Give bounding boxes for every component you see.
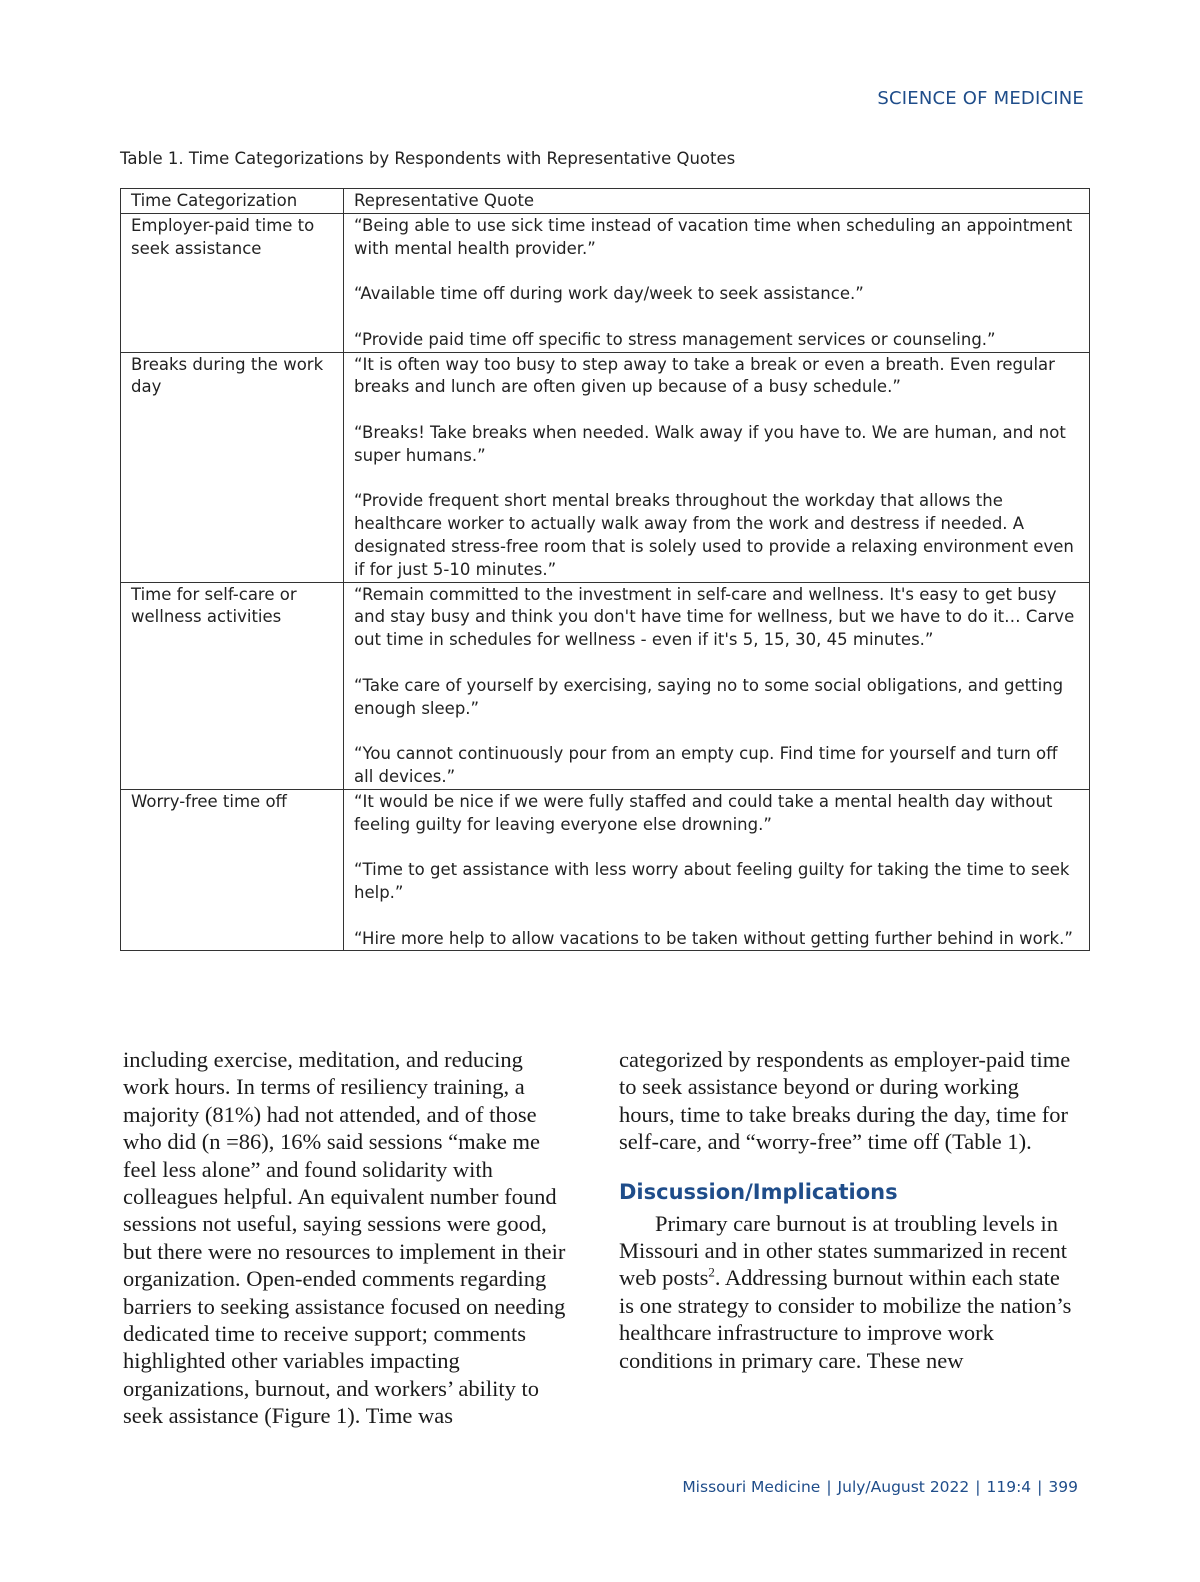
journal-name: Missouri Medicine (682, 1478, 821, 1496)
table-row (121, 582, 1090, 789)
discussion-text: . Addressing burnout within each state is one strategy to consider to mobilize the nation’s healthcare infrastructure to improve work conditions in primary care. These new (619, 1265, 1072, 1373)
body-paragraph (619, 1210, 1079, 1374)
body-paragraph: including exercise, meditation, and reducing work hours. In terms of resiliency training, a majority (81%) had not attended, and of those who did (n =86), 16% said sessions “make me feel less alone” and found solidarity with colleagues helpful. An equivalent number found sessions not useful, saying sessions were good, but there were no resources to implement in their organization. Open-ended comments regarding barriers to seeking assistance focused on needing dedicated time to receive support; comments highlighted other variables impacting organizations, burnout, and workers’ ability to seek assistance (Figure 1). Time was (123, 1047, 566, 1429)
quote: “Hire more help to allow vacations to be taken without getting further behind in work.” (354, 928, 1073, 948)
section-label: SCIENCE OF MEDICINE (877, 88, 1084, 109)
row-quotes (344, 213, 1090, 352)
quote: “Remain committed to the investment in self-care and wellness. It's easy to get busy and stay busy and think you don't have time for wellness, but we have to do it… Carve out time in schedules for wellness - even if it's 5, 15, 30, 45 minutes.” (354, 584, 1075, 650)
volume-issue: 119:4 (986, 1478, 1032, 1496)
row-category: Time for self-care or wellness activities (121, 582, 344, 789)
body-column-left (123, 1046, 573, 1430)
issue-date: July/August 2022 (837, 1478, 970, 1496)
table-header-row (121, 189, 1090, 214)
row-category: Employer-paid time to seek assistance (121, 213, 344, 352)
quote: “Take care of yourself by exercising, saying no to some social obligations, and getting enough sleep.” (354, 675, 1064, 718)
page-footer: Missouri Medicine | July/August 2022 | 119:4 | 399 (682, 1478, 1078, 1496)
table-caption: Table 1. Time Categorizations by Respondents with Representative Quotes (120, 149, 736, 168)
quote: “Provide frequent short mental breaks throughout the workday that allows the healthcare worker to actually walk away from the work and destress if needed. A designated stress-free room that is solely used to provide a relaxing environment even if for just 5-10 minutes.” (354, 491, 1074, 579)
quotes-table (120, 188, 1090, 951)
reference-marker[interactable]: 2 (708, 1264, 715, 1280)
quote: “You cannot continuously pour from an empty cup. Find time for yourself and turn off all devices.” (354, 744, 1058, 786)
quote: “It is often way too busy to step away to take a break or even a breath. Even regular breaks and lunch are often given up because of a busy schedule.” (354, 354, 1055, 397)
quote: “Being able to use sick time instead of vacation time when scheduling an appointment with mental health provider.” (354, 215, 1073, 258)
table-row (121, 352, 1090, 582)
row-quotes (344, 582, 1090, 789)
quote: “Time to get assistance with less worry about feeling guilty for taking the time to seek help.” (354, 860, 1070, 902)
table-row (121, 213, 1090, 352)
section-heading: Discussion/Implications (619, 1179, 898, 1204)
quote: “Available time off during work day/week to seek assistance.” (354, 284, 864, 304)
quote: “Breaks! Take breaks when needed. Walk away if you have to. We are human, and not super humans.” (354, 422, 1066, 465)
page-number: 399 (1048, 1478, 1078, 1496)
body-column-right (619, 1046, 1079, 1374)
row-quotes (344, 789, 1090, 951)
column-header-quote: Representative Quote (344, 189, 1090, 214)
row-category: Breaks during the work day (121, 352, 344, 582)
quote: “It would be nice if we were fully staffed and could take a mental health day without feeling guilty for leaving everyone else drowning.” (354, 791, 1053, 834)
column-header-category: Time Categorization (121, 189, 344, 214)
row-category: Worry-free time off (121, 789, 344, 951)
discussion-text: Primary care burnout is at troubling levels in Missouri and in other states summarized in recent web posts (619, 1210, 1068, 1291)
quote: “Provide paid time off specific to stress management services or counseling.” (354, 329, 996, 349)
body-paragraph: categorized by respondents as employer-paid time to seek assistance beyond or during working hours, time to take breaks during the day, time for self-care, and “worry-free” time off (Table 1). (619, 1047, 1071, 1155)
row-quotes (344, 352, 1090, 582)
table-row (121, 789, 1090, 951)
